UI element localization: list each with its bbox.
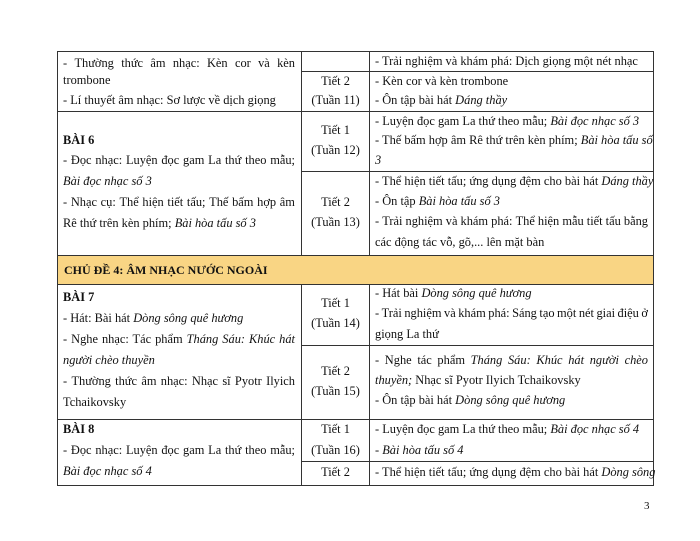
lesson-cell xyxy=(57,51,302,112)
lesson-line: Tchaikovsky xyxy=(63,395,127,409)
tiet-label: Tiết 1 xyxy=(321,296,350,310)
activity-cell xyxy=(369,284,654,346)
topic-title: CHỦ ĐỀ 4: ÂM NHẠC NƯỚC NGOÀI xyxy=(64,263,268,277)
table-row-bai8 xyxy=(57,419,654,486)
lesson-cell xyxy=(57,419,302,486)
lesson-line: - Thường thức âm nhạc: Nhạc sĩ Pyotr Ilyich xyxy=(63,374,295,388)
tiet-label: Tiết 1 xyxy=(321,422,350,436)
activity-line: - Thể hiện tiết tấu; ứng dụng đệm cho bài hát Dòng sông xyxy=(375,465,656,479)
lesson-cell xyxy=(57,111,302,256)
page-number: 3 xyxy=(644,500,650,512)
activity-line: - Luyện đọc gam La thứ theo mẫu; Bài đọc nhạc số 3 xyxy=(375,114,640,128)
activity-cell xyxy=(369,51,654,72)
tiet-label: Tiết 2 xyxy=(321,195,350,209)
lesson-cell xyxy=(57,284,302,420)
activity-line: 3 xyxy=(375,153,382,167)
lesson-line: - Hát: Bài hát Dòng sông quê hương xyxy=(63,311,244,325)
activity-line: - Trải nghiệm và khám phá: Dịch giọng một nét nhạc xyxy=(375,54,638,68)
activity-line: - Trải nghiệm và khám phá: Thể hiện mẫu tiết tấu bằng xyxy=(375,214,648,228)
activity-line: giọng La thứ xyxy=(375,327,439,341)
lesson-line: Bài đọc nhạc số 4 xyxy=(63,464,152,478)
period-cell xyxy=(301,461,370,486)
activity-line: - Bài hòa tấu số 4 xyxy=(375,443,464,457)
tuan-label: (Tuần 16) xyxy=(311,443,360,457)
lesson-title: BÀI 8 xyxy=(63,422,95,436)
activity-line: - Kèn cor và kèn trombone xyxy=(375,74,509,88)
tuan-label: (Tuần 11) xyxy=(311,93,360,107)
activity-line: - Ôn tập bài hát Dòng sông quê hương xyxy=(375,393,566,407)
activity-cell xyxy=(369,461,654,486)
topic-header xyxy=(57,255,654,285)
activity-line: - Hát bài Dòng sông quê hương xyxy=(375,286,532,300)
period-cell xyxy=(301,284,370,346)
lesson-line: người chèo thuyền xyxy=(63,353,155,367)
activity-line: - Thể hiện tiết tấu; ứng dụng đệm cho bài hát Dáng thầy xyxy=(375,174,654,188)
lesson-line: - Lí thuyết âm nhạc: Sơ lược về dịch giọng xyxy=(63,93,276,107)
table-row-bai5 xyxy=(57,51,654,112)
tiet-label: Tiết 1 xyxy=(321,123,350,137)
lesson-line: Rê thứ trên kèn phím; Bài hòa tấu số 3 xyxy=(63,216,256,230)
activity-line: - Ôn tập bài hát Dáng thầy xyxy=(375,93,508,107)
activity-line: - Ôn tập Bài hòa tấu số 3 xyxy=(375,194,500,208)
lesson-line: - Thường thức âm nhạc: Kèn cor và kèn xyxy=(63,56,295,70)
activity-cell xyxy=(369,111,654,172)
table-row-bai7 xyxy=(57,284,654,420)
activity-line: - Trải nghiệm và khám phá: Sáng tạo một nét giai điệu ở xyxy=(375,306,648,320)
activity-line: - Nghe tác phẩm Tháng Sáu: Khúc hát người chèo xyxy=(375,353,648,367)
activity-cell xyxy=(369,419,654,462)
period-cell xyxy=(301,419,370,462)
activity-cell xyxy=(369,345,654,420)
lesson-line: Bài đọc nhạc số 3 xyxy=(63,174,152,188)
period-cell-empty xyxy=(301,51,370,72)
tiet-label: Tiết 2 xyxy=(321,465,350,479)
lesson-line: - Đọc nhạc: Luyện đọc gam La thứ theo mẫu; xyxy=(63,153,295,167)
tiet-label: Tiết 2 xyxy=(321,364,350,378)
lesson-line: - Nhạc cụ: Thể hiện tiết tấu; Thế bấm hợp âm xyxy=(63,195,295,209)
period-cell xyxy=(301,345,370,420)
lesson-title: BÀI 6 xyxy=(63,133,95,147)
activity-cell xyxy=(369,171,654,256)
activity-line: - Luyện đọc gam La thứ theo mẫu; Bài đọc nhạc số 4 xyxy=(375,422,640,436)
tuan-label: (Tuần 15) xyxy=(311,384,360,398)
tuan-label: (Tuần 14) xyxy=(311,316,360,330)
period-cell xyxy=(301,71,370,112)
table-row-bai6 xyxy=(57,111,654,256)
lesson-line: - Nghe nhạc: Tác phẩm Tháng Sáu: Khúc hát xyxy=(63,332,295,346)
tuan-label: (Tuần 13) xyxy=(311,215,360,229)
lesson-line: trombone xyxy=(63,73,111,87)
period-cell xyxy=(301,111,370,172)
activity-line: các động tác vỗ, gõ,... lên mặt bàn xyxy=(375,235,545,249)
period-cell xyxy=(301,171,370,256)
activity-line: thuyền; Nhạc sĩ Pyotr Ilyich Tchaikovsky xyxy=(375,373,581,387)
lesson-line: - Đọc nhạc: Luyện đọc gam La thứ theo mẫu; xyxy=(63,443,295,457)
activity-cell xyxy=(369,71,654,112)
tuan-label: (Tuần 12) xyxy=(311,143,360,157)
tiet-label: Tiết 2 xyxy=(321,74,350,88)
activity-line: - Thế bấm hợp âm Rê thứ trên kèn phím; Bài hòa tấu số xyxy=(375,133,653,147)
lesson-title: BÀI 7 xyxy=(63,290,95,304)
